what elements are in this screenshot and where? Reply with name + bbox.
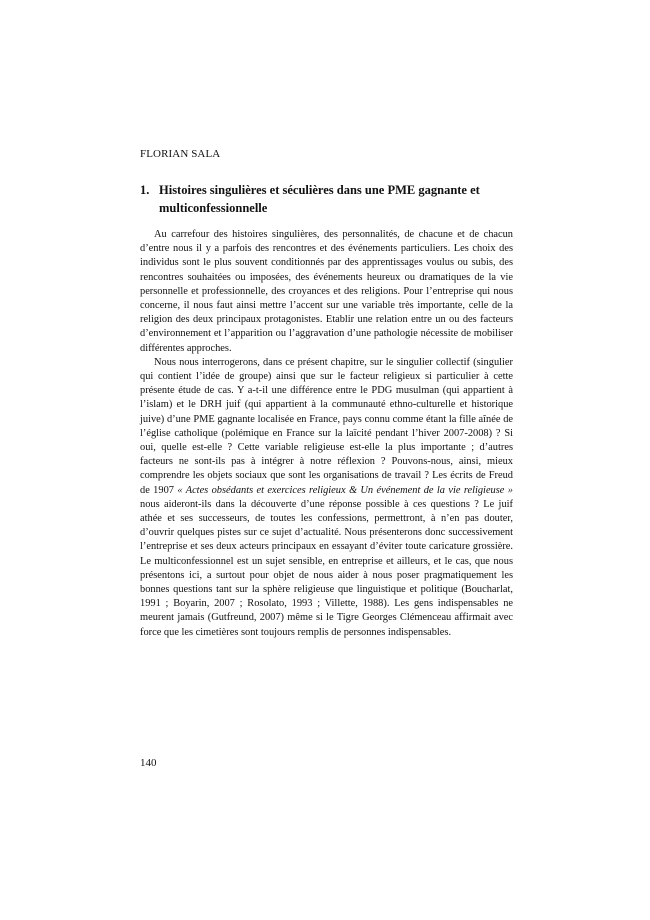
freud-title-citation: « Actes obsédants et exercices religieux & Un événement de la vie religieuse » (177, 484, 513, 496)
section-number: 1. (140, 183, 150, 197)
paragraph-1: Au carrefour des histoires singulières, des personnalités, de chacune et de chacun d’entre nous il y a parfois des rencontres et des événements particuliers. Les choix des individus sont le plus souvent conditionnés par des apprentissages voulus ou subis, des rencontres souhaitées ou imposées, des événements heureux ou dramatiques de la vie personnelle et professionnelle, des croyances et des religions. Pour l’entreprise qui nous concerne, il nous faut ainsi mettre l’accent sur une variable très importante, celle de la religion des deux principaux protagonistes. Etablir une relation entre un ou des facteurs d’environnement et l’apparition ou l’aggravation d’une pathologie nécessite de mobiliser différentes approches. (140, 229, 513, 354)
paragraph-2 (140, 356, 513, 640)
body-text (140, 228, 513, 640)
section-heading (140, 181, 513, 217)
document-page (140, 0, 513, 920)
paragraph-2-text-end: nous aideront-ils dans la découverte d’une réponse possible à ces questions ? Le juif athée et ses successeurs, de toutes les confessions, permettront, à n’en pas douter, d’ouvrir quelques pistes sur ce sujet d’actualité. Nous présenterons donc successivement l’entreprise et ses deux acteurs principaux en essayant d’éviter toute caricature grossière. Le multiconfessionnel est un sujet sensible, en entreprise et ailleurs, et le cas, que nous présentons ici, a surtout pour objet de nous aider à nous poser pragmatiquement les bonnes questions tant sur la sphère religieuse que linguistique et politique (Boucharlat, 1991 ; Boyarin, 2007 ; Rosolato, 1993 ; Villette, 1988). Les gens indispensables ne meurent jamais (Gutfreund, 2007) même si le Tigre Georges Clémenceau affirmait avec force que les cimetières sont toujours remplis de personnes indispensables. (140, 498, 513, 638)
page-number: 140 (140, 757, 157, 769)
section-title: Histoires singulières et séculières dans une PME gagnante et multiconfessionnelle (159, 183, 480, 215)
paragraph-2-text-start: Nous nous interrogerons, dans ce présent chapitre, sur le singulier collectif (singulier qui contient l’idée de groupe) ainsi que sur le facteur religieux si particulier à cette présente étude de cas. Y a-t-il une différence entre le PDG musulman (qui appartient à l’islam) et le DRH juif (qui appartient à la communauté ethno-culturelle et historique juive) d’une PME gagnante localisée en France, pays connu comme étant la fille aînée de l’église catholique (polémique en France sur la laïcité pendant l’hiver 2007-2008) ? Si oui, quelle est-elle ? Cette variable religieuse est-elle la plus importante ; d’autres facteurs ne sont-ils pas à intégrer à notre réflexion ? Pouvons-nous, ainsi, mieux comprendre les objets sociaux que sont les organisations de travail ? Les écrits de Freud de 1907 (140, 356, 513, 496)
running-head-author: FLORIAN SALA (140, 148, 221, 160)
